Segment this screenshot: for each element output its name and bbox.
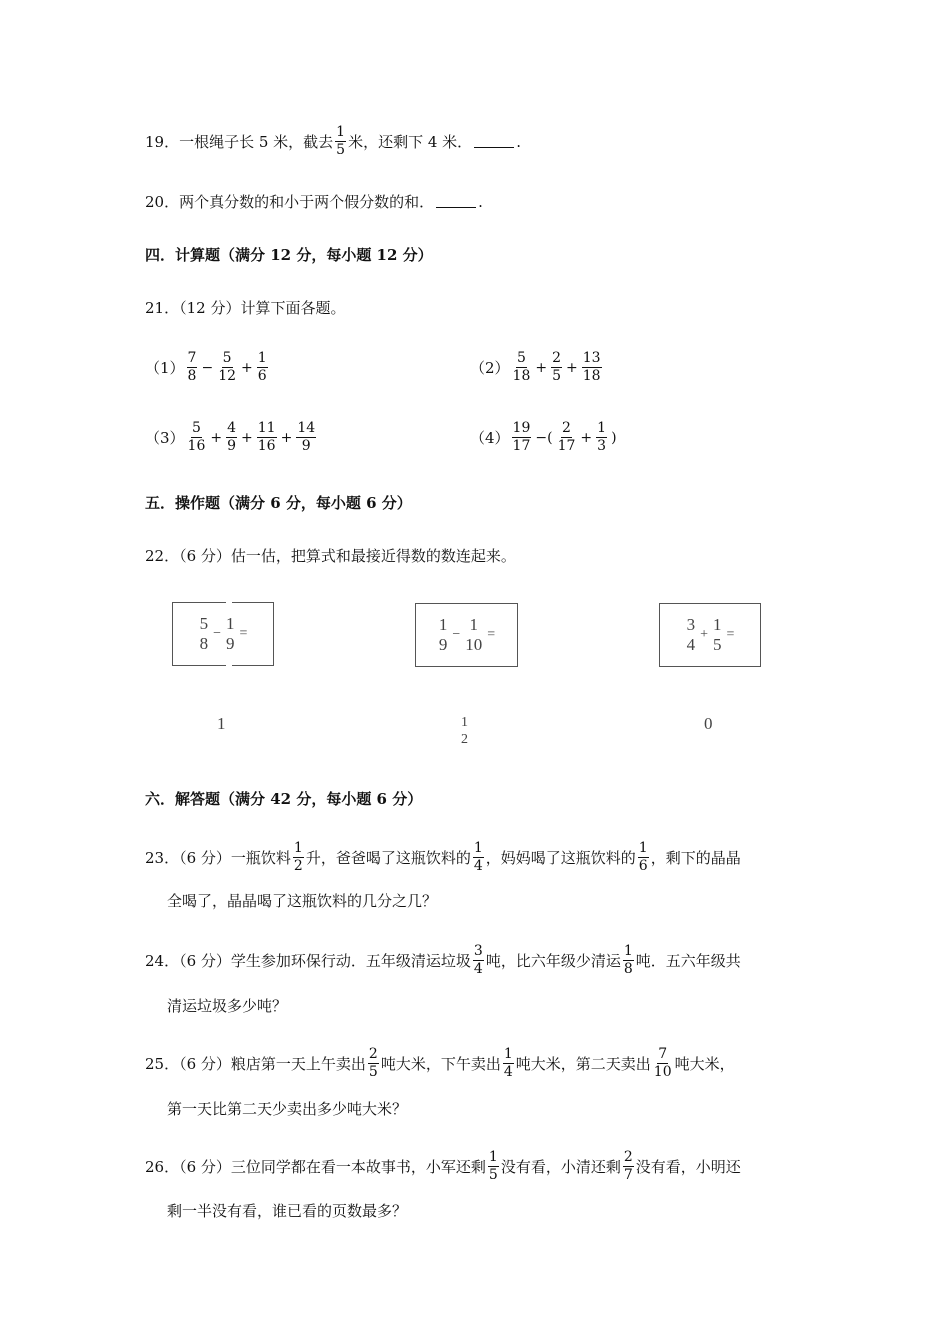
section-4-heading: 四．计算题（满分 12 分，每小题 12 分） — [145, 246, 433, 264]
question-20: 20．两个真分数的和小于两个假分数的和． . — [145, 192, 483, 211]
section-5-heading: 五．操作题（满分 6 分，每小题 6 分） — [145, 494, 412, 512]
calc-3: （3） $\frac{5}{16}$ + $\frac{4}{9}$ + $\frac{11}{16}$ + $\frac{14}{9}$ — [145, 420, 316, 454]
question-25-cont: 第一天比第二天少卖出多少吨大米？ — [167, 1100, 408, 1118]
expression-box-3[interactable]: 3 4 + 1 5 = — [659, 603, 761, 667]
question-23: 23．（6 分）一瓶饮料 $\frac{1}{2}$ 升，爸爸喝了这瓶饮料的 $\frac{1}{4}$ ，妈妈喝了这瓶饮料的 $\frac{1}{6}$ ，剩下的晶晶 — [145, 840, 741, 874]
section-6-heading: 六．解答题（满分 42 分，每小题 6 分） — [145, 790, 423, 808]
calc-4: （4） $\frac{19}{17}$ −( $\frac{2}{17}$ + $\frac{1}{3}$ ) — [470, 420, 617, 454]
question-24-cont: 清运垃圾多少吨？ — [167, 997, 288, 1015]
question-26-cont: 剩一半没有看，谁已看的页数最多？ — [167, 1202, 408, 1220]
answer-option-1[interactable]: 1 — [217, 714, 226, 733]
question-26: 26．（6 分）三位同学都在看一本故事书，小军还剩 $\frac{1}{5}$ 没有看，小清还剩 $\frac{2}{7}$ 没有看，小明还 — [145, 1149, 741, 1183]
q19-text-a: 19．一根绳子长 5 米，截去 — [145, 133, 334, 151]
question-24: 24．（6 分）学生参加环保行动．五年级清运垃圾 $\frac{3}{4}$ 吨，比六年级少清运 $\frac{1}{8}$ 吨．五六年级共 — [145, 943, 741, 977]
expression-box-2[interactable]: 1 9 − 1 10 = — [415, 603, 518, 667]
fraction: $\frac{1}{5}$ — [336, 124, 346, 158]
expression-box-1[interactable]: 5 8 − 1 9 = — [172, 602, 274, 666]
calc-2: （2） $\frac{5}{18}$ + $\frac{2}{5}$ + $\frac{13}{18}$ — [470, 350, 601, 384]
answer-option-0[interactable]: 0 — [704, 714, 713, 733]
q20-text: 20．两个真分数的和小于两个假分数的和． — [145, 193, 435, 211]
answer-blank[interactable] — [436, 195, 476, 208]
answer-option-half[interactable]: 1 2 — [461, 715, 468, 747]
question-22: 22．（6 分）估一估，把算式和最接近得数的数连起来。 — [145, 547, 516, 565]
q19-text-b: 米，还剩下 4 米． — [348, 133, 473, 151]
question-19: 19．一根绳子长 5 米，截去 $\frac{1}{5}$ 米，还剩下 4 米． . — [145, 124, 521, 158]
question-25: 25．（6 分）粮店第一天上午卖出 $\frac{2}{5}$ 吨大米，下午卖出 $\frac{1}{4}$ 吨大米，第二天卖出 $\frac{7}{10}$ 吨大米， — [145, 1046, 735, 1080]
question-21: 21．（12 分）计算下面各题。 — [145, 299, 346, 317]
question-23-cont: 全喝了，晶晶喝了这瓶饮料的几分之几？ — [167, 892, 438, 910]
calc-1: （1） $\frac{7}{8}$ − $\frac{5}{12}$ + $\frac{1}{6}$ — [145, 350, 267, 384]
answer-blank[interactable] — [474, 135, 514, 148]
